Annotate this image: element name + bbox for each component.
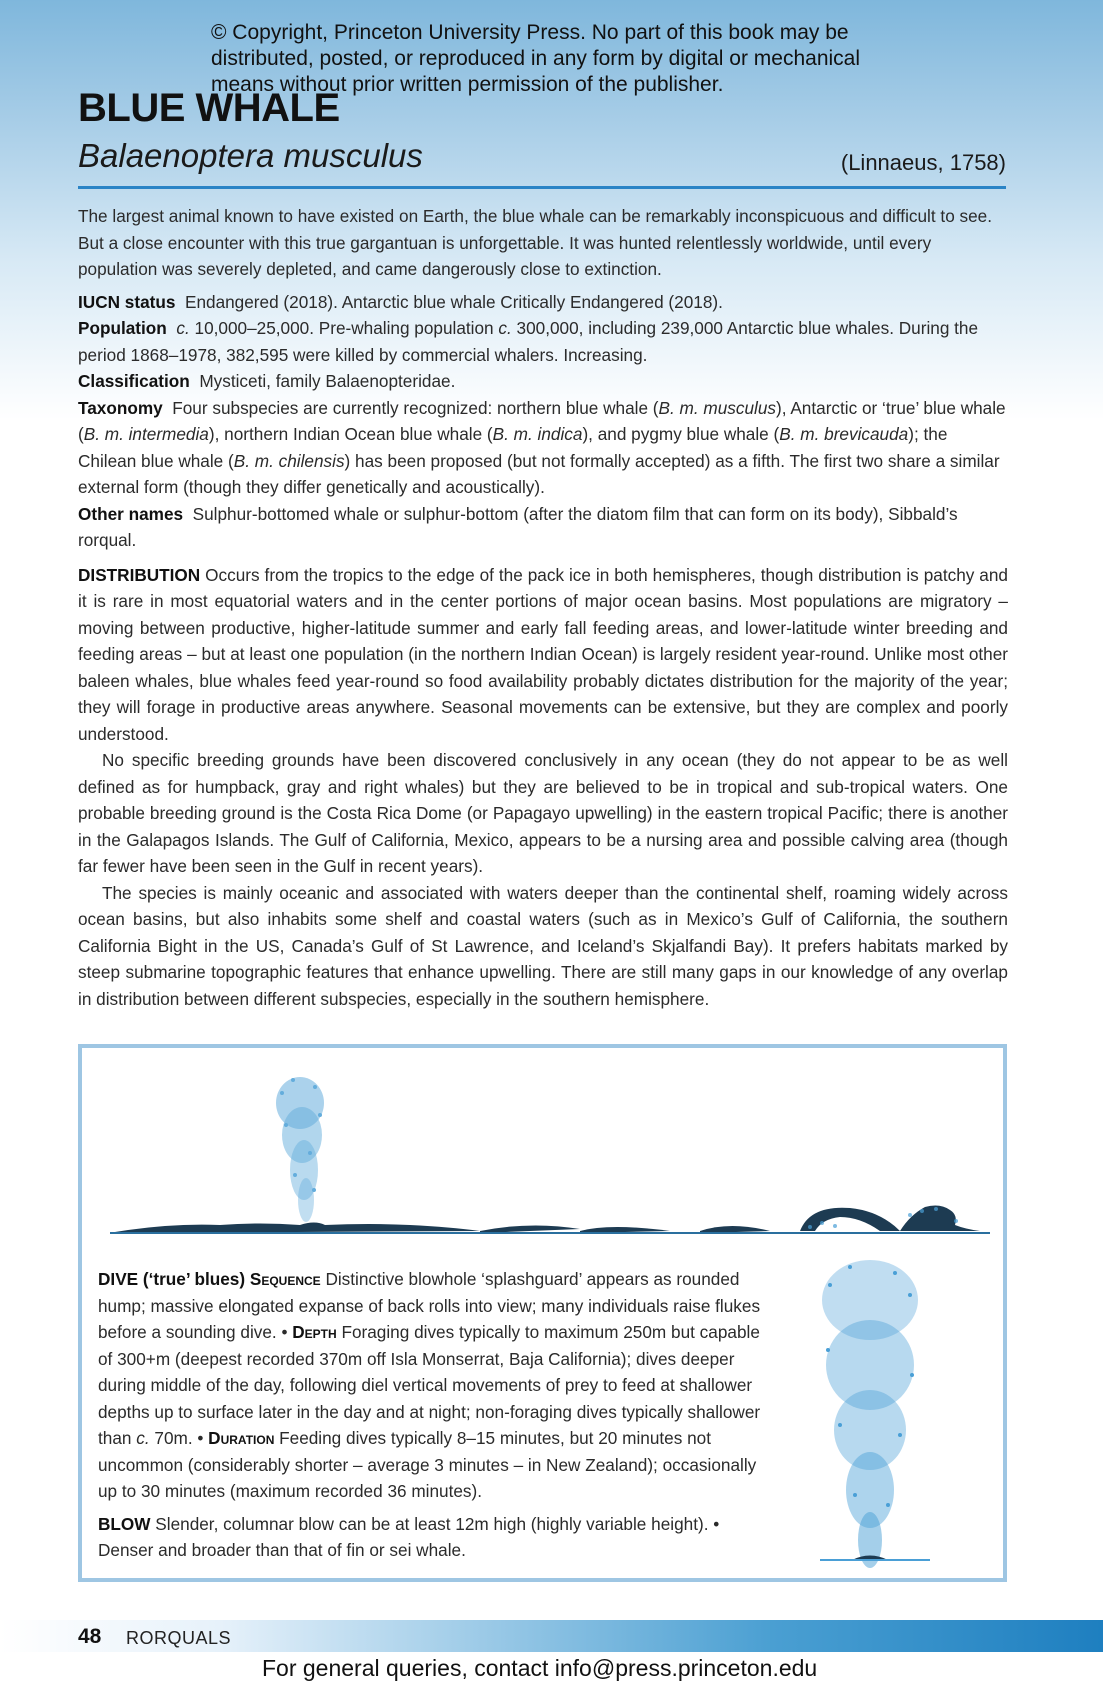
population	[78, 315, 1008, 368]
whale-back-silhouette	[480, 1225, 580, 1233]
iucn-label: IUCN status	[78, 291, 176, 312]
intro-paragraph: The largest animal known to have existed on Earth, the blue whale can be remarkably inconspicuous and difficult to see. But a close encounter with this true gargantuan is unforgettable. It was hunted relentlessly worldwide, until every population was severely depleted, and came dangerously close to extinction.	[78, 206, 993, 279]
whale-back-silhouette	[115, 1223, 480, 1234]
taxonomy-label: Taxonomy	[78, 397, 163, 418]
distribution-paragraph-2: No specific breeding grounds have been discovered conclusively in any ocean (they do not appear to be as well defined as for humpback, gray and right whales) but they are believed to be in tropical and sub-tropical waters. One probable breeding ground is the Costa Rica Dome (or Papagayo upwelling) in the eastern tropical Pacific; there is another in the Galapagos Islands. The Gulf of California, Mexico, appears to be a nursing area and possible calving area (though far fewer have been seen in the Gulf in recent years).	[78, 750, 1008, 876]
whale-flukes-silhouette	[900, 1206, 980, 1231]
species-account	[78, 203, 1008, 1012]
distribution-paragraph-3: The species is mainly oceanic and associated with waters deeper than the continental shelf, roaming widely across ocean basins, but also inhabits some shelf and coastal waters (such as in Mexico’s Gulf of California, the southern California Bight in the US, Canada’s Gulf of St Lawrence, and Iceland’s Skjalfandi Bay). It prefers habitats marked by steep submarine topographic features that enhance upwelling. There are still many gaps in our knowledge of any overlap in distribution between different subspecies, especially in the southern hemisphere.	[78, 882, 1008, 1009]
iucn-status	[78, 289, 1008, 316]
population-circa: c.	[176, 318, 190, 338]
other-names-text: Sulphur-bottomed whale or sulphur-bottom (after the diatom film that can form on its body), Sibbald’s rorqual.	[78, 503, 958, 550]
taxonomy-text: ) has been proposed (but not formally accepted) as a fifth. The first two share a similar external form (though they differ genetically and acoustically).	[78, 450, 1000, 497]
population-label: Population	[78, 318, 167, 338]
header-divider	[78, 186, 1006, 189]
blow-label: BLOW	[98, 1513, 151, 1534]
classification-label: Classification	[78, 371, 190, 391]
iucn-text: Endangered (2018). Antarctic blue whale Critically Endangered (2018).	[184, 291, 723, 312]
depth-circa: c.	[136, 1428, 150, 1448]
distribution-paragraph-1	[78, 562, 1008, 748]
blow-spray-icon	[276, 1077, 324, 1222]
taxonomy-text: ), and pygmy blue whale (	[582, 424, 780, 444]
taxonomy	[78, 395, 1008, 501]
population-text-1: 10,000–25,000. Pre-whaling population	[189, 318, 499, 338]
copyright-notice	[211, 20, 931, 98]
copyright-line-3: means without prior written permission of the publisher.	[211, 73, 724, 96]
taxonomy-text: ); the Chilean blue whale (	[78, 424, 948, 471]
population-circa-2: c.	[498, 318, 512, 338]
copyright-line-1: © Copyright, Princeton University Press. No part of this book may be	[211, 21, 849, 44]
section-name: RORQUALS	[126, 1628, 232, 1648]
page-number: 48	[78, 1625, 102, 1648]
sequence-text: Distinctive blowhole ‘splashguard’ appears as rounded hump; massive elongated expanse of back rolls into view; many individuals raise flukes before a sounding dive. •	[98, 1269, 761, 1342]
whale-back-silhouette	[700, 1226, 770, 1233]
copyright-line-2: distributed, posted, or reproduced in any form by digital or mechanical	[211, 47, 861, 70]
sequence-label: Sequence	[249, 1269, 321, 1289]
distribution-text-1: Occurs from the tropics to the edge of the pack ice in both hemispheres, though distribution is patchy and it is rare in most equatorial waters and in the center portions of major ocean basins. Most populations are migratory – moving between productive, higher-latitude summer and early fall feeding areas, and lower-latitude winter breeding and feeding areas – but at least one population (in the northern Indian Ocean) is largely resident year-round. Unlike most other baleen whales, blue whales feed year-round so food availability probably dictates distribution for the majority of the year; they will forage in productive areas anywhere. Seasonal movements can be extensive, but they are complex and poorly understood.	[78, 564, 1008, 744]
species-authority: (Linnaeus, 1758)	[840, 150, 1006, 175]
blow-paragraph	[98, 1511, 768, 1564]
depth-text-2: 70m. •	[149, 1428, 209, 1448]
dive-description	[98, 1266, 768, 1564]
taxon-name: B. m. musculus	[658, 397, 777, 418]
dive-paragraph	[98, 1266, 768, 1505]
classification-text: Mysticeti, family Balaenopteridae.	[199, 371, 456, 391]
dive-sequence-illustration	[110, 1065, 990, 1240]
taxon-name: B. m. chilensis	[233, 450, 345, 471]
taxon-name: B. m. brevicauda	[779, 424, 909, 444]
duration-text: Feeding dives typically 8–15 minutes, but 20 minutes not uncommon (considerably shorter – average 3 minutes – in New Zealand); occasionally up to 30 minutes (maximum recorded 36 minutes).	[98, 1428, 757, 1501]
scientific-name: Balaenoptera musculus	[78, 137, 423, 174]
duration-label: Duration	[208, 1428, 275, 1448]
whale-back-silhouette	[800, 1208, 900, 1231]
depth-text: Foraging dives typically to maximum 250m but capable of 300+m (deepest recorded 370m off Isla Monserrat, Baja California); dives deeper during middle of the day, following diel vertical movements of prey to feed at shallower depths up to surface later in the day and at night; non-foraging dives typically shallower than	[98, 1322, 761, 1448]
blow-illustration	[800, 1255, 940, 1575]
other-names-label: Other names	[78, 503, 184, 524]
page-title: BLUE WHALE	[78, 86, 340, 130]
blow-column-icon	[822, 1260, 918, 1568]
dive-label: DIVE (‘true’ blues)	[98, 1269, 246, 1289]
taxon-name: B. m. indica	[492, 424, 583, 444]
depth-label: Depth	[292, 1322, 337, 1342]
contact-line: For general queries, contact info@press.princeton.edu	[262, 1655, 818, 1681]
taxonomy-text: Four subspecies are currently recognized: northern blue whale (	[172, 397, 659, 418]
blow-text: Slender, columnar blow can be at least 12m high (highly variable height). • Denser and broader than that of fin or sei whale.	[98, 1513, 720, 1560]
distribution-label: DISTRIBUTION	[78, 564, 201, 585]
taxonomy-text: ), Antarctic or ‘true’ blue whale (	[78, 397, 1006, 444]
classification	[78, 368, 1008, 395]
other-names	[78, 501, 1008, 554]
population-text-2: 300,000, including 239,000 Antarctic blue whales. During the period 1868–1978, 382,595 were killed by commercial whalers. Increasing.	[78, 318, 979, 365]
taxon-name: B. m. intermedia	[83, 424, 209, 444]
taxonomy-text: ), northern Indian Ocean blue whale (	[208, 424, 493, 444]
